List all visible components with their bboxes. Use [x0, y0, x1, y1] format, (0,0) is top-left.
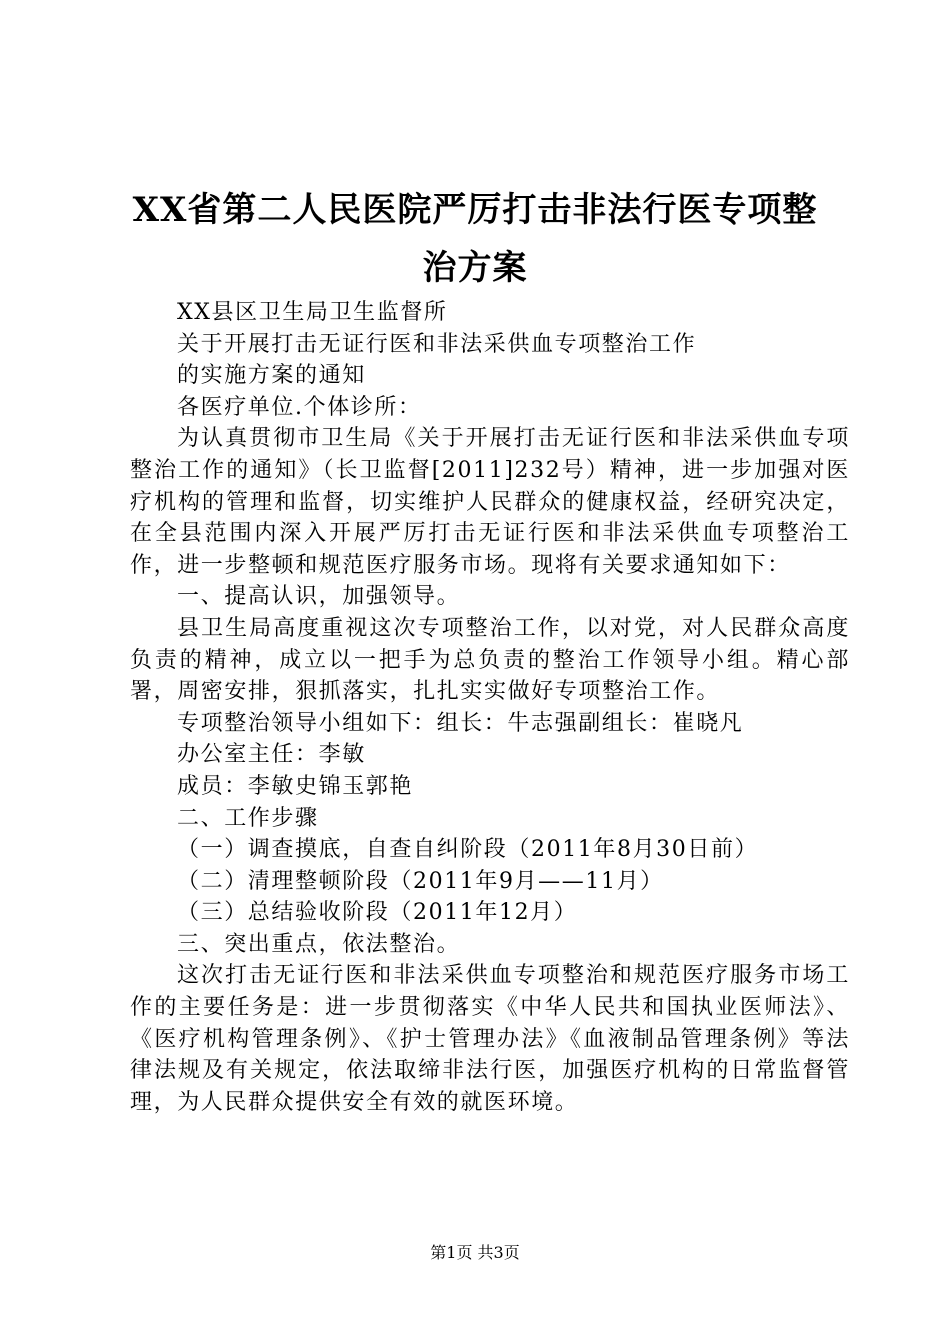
document-body [130, 297, 850, 1118]
section-heading-3: 三、突出重点，依法整治。 [177, 931, 461, 957]
document-title-line-1: XX省第二人民医院严厉打击非法行医专项整 [132, 190, 818, 230]
paragraph-main-tasks: 这次打击无证行医和非法采供血专项整治和规范医疗服务市场工作的主要任务是：进一步贯彻落实《中华人民共和国执业医师法》、《医疗机构管理条例》、《护士管理办法》《血液制品管理条例》等法律法规及有关规定，依法取缔非法行医，加强医疗机构的日常监督管理，为人民群众提供安全有效的就医环境。 [130, 963, 850, 1115]
paragraph-leadership: 县卫生局高度重视这次专项整治工作，以对党，对人民群众高度负责的精神，成立以一把手为总负责的整治工作领导小组。精心部署，周密安排，狠抓落实，扎扎实实做好专项整治工作。 [130, 615, 850, 705]
paragraph-members: 成员：李敏史锦玉郭艳 [177, 773, 414, 799]
step-2: （二）清理整顿阶段（2011年9月——11月） [177, 868, 664, 894]
paragraph-group-leaders: 专项整治领导小组如下：组长：牛志强副组长：崔晓凡 [177, 710, 744, 736]
paragraph-intro: 为认真贯彻市卫生局《关于开展打击无证行医和非法采供血专项整治工作的通知》（长卫监督[2011]232号）精神，进一步加强对医疗机构的管理和监督，切实维护人民群众的健康权益，经研究决定，在全县范围内深入开展严厉打击无证行医和非法采供血专项整治工作，进一步整顿和规范医疗服务市场。现将有关要求通知如下： [130, 426, 850, 578]
paragraph-issuer: XX县区卫生局卫生监督所 [177, 300, 448, 325]
step-3: （三）总结验收阶段（2011年12月） [177, 900, 578, 926]
section-heading-1: 一、提高认识，加强领导。 [177, 584, 461, 610]
step-1: （一）调查摸底，自查自纠阶段（2011年8月30日前） [177, 837, 759, 863]
paragraph-office-director: 办公室主任：李敏 [177, 742, 366, 768]
paragraph-salutation: 各医疗单位.个体诊所： [177, 394, 422, 420]
paragraph-notice-title: 关于开展打击无证行医和非法采供血专项整治工作 [177, 331, 697, 357]
section-heading-2: 二、工作步骤 [177, 805, 319, 831]
paragraph-notice-title-cont: 的实施方案的通知 [177, 363, 366, 389]
document-title-line-2: 治方案 [422, 248, 528, 288]
page-number-footer: 第1页 共3页 [430, 1243, 520, 1262]
